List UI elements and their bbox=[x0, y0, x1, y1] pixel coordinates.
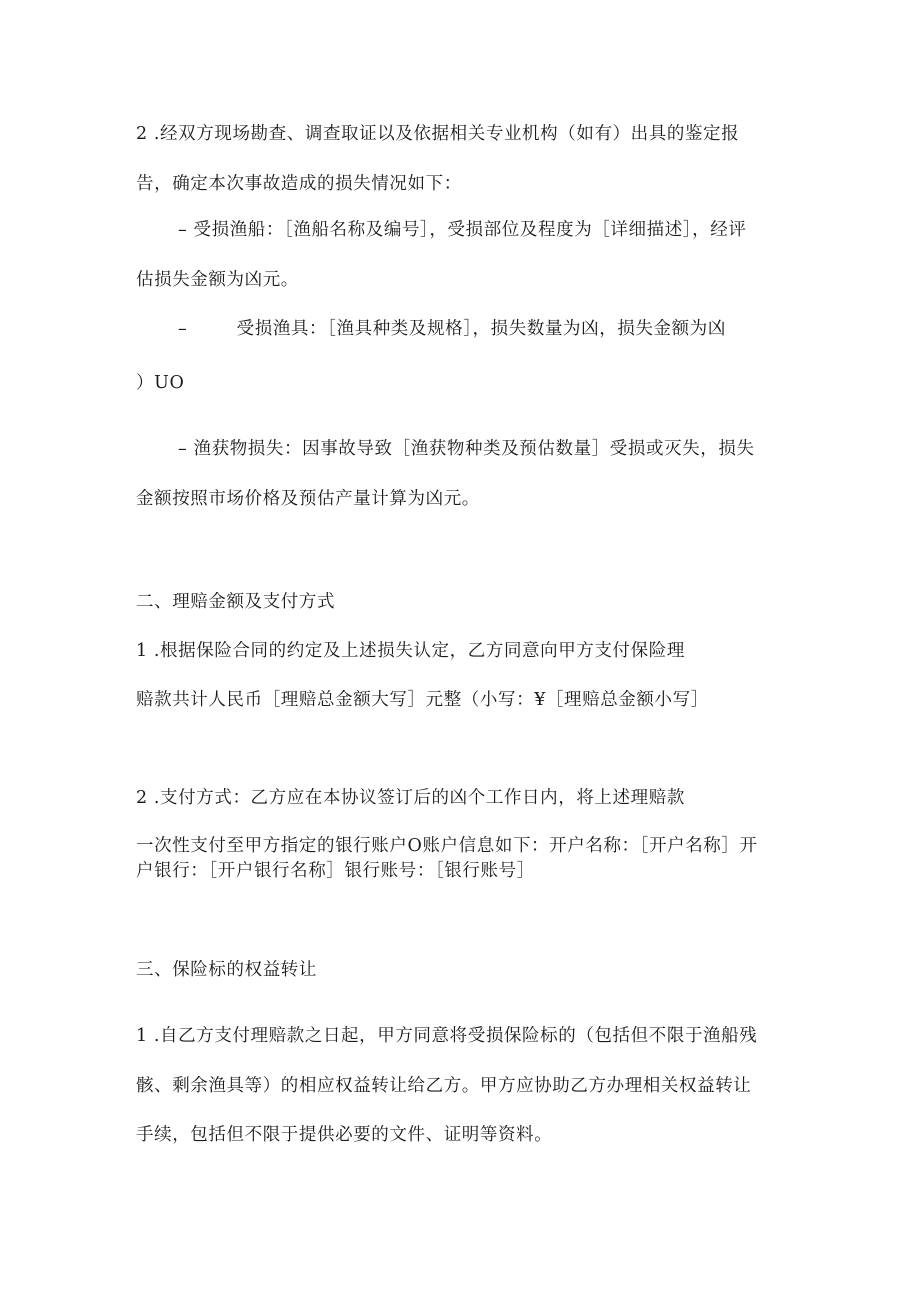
payment-method-line-3: 户银行：［开户银行名称］银行账号：［银行账号］ bbox=[136, 861, 535, 881]
catch-loss-line-1: – 渔获物损失：因事故导致［渔获物种类及预估数量］受损或灭失，损失 bbox=[178, 439, 755, 459]
loss-intro-line-1: 2 .经双方现场勘查、调查取证以及依据相关专业机构（如有）出具的鉴定报 bbox=[136, 124, 740, 144]
gear-loss-line-1: – 受损渔具：［渔具种类及规格］，损失数量为凶，损失金额为凶 bbox=[178, 319, 726, 339]
section-heading-claim-amount: 二、理赔金额及支付方式 bbox=[136, 592, 336, 612]
rights-transfer-line-2: 骸、剩余渔具等）的相应权益转让给乙方。甲方应协助乙方办理相关权益转让 bbox=[136, 1076, 752, 1096]
gear-loss-line-2: ）UO bbox=[136, 373, 185, 393]
boat-loss-line-1: – 受损渔船：［渔船名称及编号］，受损部位及程度为［详细描述］，经评 bbox=[178, 220, 747, 240]
rights-transfer-line-3: 手续，包括但不限于提供必要的文件、证明等资料。 bbox=[136, 1125, 553, 1145]
loss-intro-line-2: 告，确定本次事故造成的损失情况如下： bbox=[136, 174, 462, 194]
catch-loss-line-2: 金额按照市场价格及预估产量计算为凶元。 bbox=[136, 489, 480, 509]
claim-amount-line-2: 赔款共计人民币［理赔总金额大写］元整（小写：¥［理赔总金额小写］ bbox=[136, 690, 709, 710]
claim-amount-line-1: 1 .根据保险合同的约定及上述损失认定，乙方同意向甲方支付保险理 bbox=[136, 641, 685, 661]
section-heading-rights-transfer: 三、保险标的权益转让 bbox=[136, 960, 317, 980]
boat-loss-line-2: 估损失金额为凶元。 bbox=[136, 270, 299, 290]
payment-method-line-1: 2 .支付方式：乙方应在本协议签订后的凶个工作日内，将上述理赔款 bbox=[136, 788, 685, 808]
rights-transfer-line-1: 1 .自乙方支付理赔款之日起，甲方同意将受损保险标的（包括但不限于渔船残 bbox=[136, 1026, 758, 1046]
payment-method-line-2: 一次性支付至甲方指定的银行账户O账户信息如下：开户名称：［开户名称］开 bbox=[136, 836, 758, 856]
